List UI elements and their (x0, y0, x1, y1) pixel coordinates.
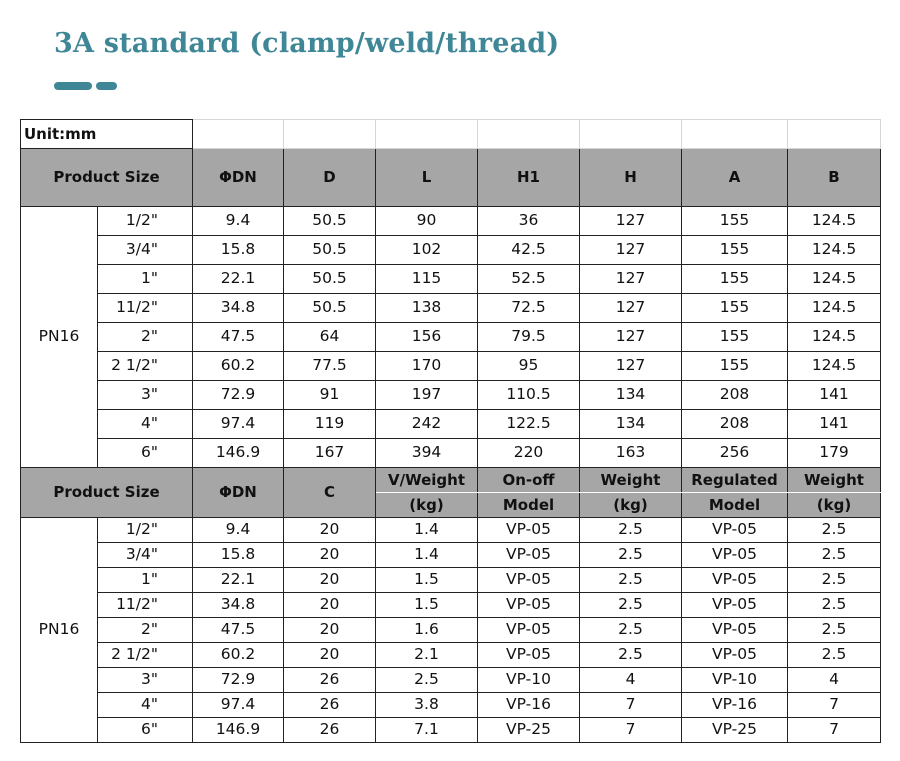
data-cell: 95 (478, 352, 580, 381)
data-cell: 4 (580, 668, 682, 693)
data-cell: VP-05 (478, 518, 580, 543)
data-cell: 4 (788, 668, 881, 693)
table-row (21, 294, 881, 323)
column-header-v-weight-unit: (kg) (376, 493, 478, 518)
data-cell: 2.5 (788, 568, 881, 593)
data-cell: 179 (788, 439, 881, 468)
data-cell: 50.5 (284, 236, 376, 265)
data-cell: VP-05 (478, 568, 580, 593)
data-cell: 208 (682, 381, 788, 410)
table-row (21, 439, 881, 468)
column-header-regulated: Regulated (682, 468, 788, 493)
weights-header-row (21, 468, 881, 493)
table-row (21, 381, 881, 410)
data-cell: 155 (682, 294, 788, 323)
data-cell: VP-10 (478, 668, 580, 693)
size-cell: 1/2" (98, 518, 193, 543)
column-header-d: D (284, 149, 376, 207)
data-cell: 146.9 (193, 718, 284, 743)
column-header-on-off: On-off (478, 468, 580, 493)
data-cell: 26 (284, 718, 376, 743)
column-header-a: A (682, 149, 788, 207)
data-cell: 60.2 (193, 352, 284, 381)
column-header-dn: ΦDN (193, 149, 284, 207)
data-cell: 127 (580, 207, 682, 236)
column-header-weight: Weight (580, 468, 682, 493)
pressure-group-label: PN16 (21, 207, 98, 468)
data-cell: 124.5 (788, 265, 881, 294)
data-cell: 34.8 (193, 593, 284, 618)
data-cell: 77.5 (284, 352, 376, 381)
table-row (21, 668, 881, 693)
data-cell: VP-16 (682, 693, 788, 718)
table-row (21, 618, 881, 643)
data-cell: 2.1 (376, 643, 478, 668)
column-header-v-weight: V/Weight (376, 468, 478, 493)
data-cell: 26 (284, 693, 376, 718)
data-cell: 2.5 (580, 643, 682, 668)
data-cell: 72.9 (193, 381, 284, 410)
data-cell: 7 (788, 718, 881, 743)
data-cell: 1.6 (376, 618, 478, 643)
column-header-regulated-unit: Model (682, 493, 788, 518)
unit-row (21, 120, 881, 149)
data-cell: 20 (284, 568, 376, 593)
table-row (21, 323, 881, 352)
data-cell: 50.5 (284, 294, 376, 323)
data-cell: 7 (580, 718, 682, 743)
data-cell: 20 (284, 593, 376, 618)
data-cell: 110.5 (478, 381, 580, 410)
table-row (21, 352, 881, 381)
size-cell: 2 1/2" (98, 352, 193, 381)
data-cell: 42.5 (478, 236, 580, 265)
pressure-group-label: PN16 (21, 518, 98, 743)
data-cell: 127 (580, 323, 682, 352)
product-size-header: Product Size (21, 149, 193, 207)
size-cell: 2" (98, 618, 193, 643)
data-cell: 22.1 (193, 568, 284, 593)
size-cell: 3/4" (98, 543, 193, 568)
data-cell: 20 (284, 518, 376, 543)
column-header-weight: Weight (788, 468, 881, 493)
data-cell: VP-05 (682, 543, 788, 568)
data-cell: 208 (682, 410, 788, 439)
table-row (21, 718, 881, 743)
data-cell: 20 (284, 618, 376, 643)
size-cell: 2" (98, 323, 193, 352)
size-cell: 3" (98, 668, 193, 693)
data-cell: 146.9 (193, 439, 284, 468)
table-row (21, 207, 881, 236)
size-cell: 6" (98, 439, 193, 468)
data-cell: 2.5 (580, 618, 682, 643)
data-cell: 394 (376, 439, 478, 468)
data-cell: 1.5 (376, 593, 478, 618)
data-cell: 138 (376, 294, 478, 323)
size-cell: 6" (98, 718, 193, 743)
data-cell: 155 (682, 265, 788, 294)
data-cell: 163 (580, 439, 682, 468)
data-cell: 60.2 (193, 643, 284, 668)
table-row (21, 593, 881, 618)
data-cell: 155 (682, 207, 788, 236)
table-row (21, 568, 881, 593)
dimensions-header-row (21, 149, 881, 207)
data-cell: 47.5 (193, 323, 284, 352)
data-cell: 97.4 (193, 410, 284, 439)
data-cell: 97.4 (193, 693, 284, 718)
data-cell: 2.5 (788, 618, 881, 643)
column-header-weight-unit: (kg) (580, 493, 682, 518)
data-cell: 2.5 (788, 518, 881, 543)
size-cell: 1" (98, 265, 193, 294)
data-cell: 3.8 (376, 693, 478, 718)
data-cell: 155 (682, 323, 788, 352)
data-cell: 2.5 (580, 518, 682, 543)
table-row (21, 236, 881, 265)
data-cell: 90 (376, 207, 478, 236)
data-cell: 36 (478, 207, 580, 236)
data-cell: 127 (580, 352, 682, 381)
size-cell: 3" (98, 381, 193, 410)
data-cell: 72.9 (193, 668, 284, 693)
data-cell: 242 (376, 410, 478, 439)
data-cell: 2.5 (788, 643, 881, 668)
page-title: 3A standard (clamp/weld/thread) (54, 28, 560, 59)
data-cell: 256 (682, 439, 788, 468)
table-row (21, 410, 881, 439)
data-cell: 79.5 (478, 323, 580, 352)
data-cell: 7 (788, 693, 881, 718)
data-cell: 34.8 (193, 294, 284, 323)
data-cell: 1.4 (376, 543, 478, 568)
size-cell: 1/2" (98, 207, 193, 236)
data-cell: 64 (284, 323, 376, 352)
size-cell: 4" (98, 410, 193, 439)
product-size-header: Product Size (21, 468, 193, 518)
data-cell: 47.5 (193, 618, 284, 643)
data-cell: VP-05 (682, 593, 788, 618)
column-header-h1: H1 (478, 149, 580, 207)
size-cell: 2 1/2" (98, 643, 193, 668)
spec-table (20, 119, 881, 743)
data-cell: 7 (580, 693, 682, 718)
data-cell: 119 (284, 410, 376, 439)
table-row (21, 543, 881, 568)
data-cell: 7.1 (376, 718, 478, 743)
data-cell: 115 (376, 265, 478, 294)
data-cell: 50.5 (284, 265, 376, 294)
title-underline-long (54, 82, 92, 90)
column-header-c: C (284, 468, 376, 518)
data-cell: 124.5 (788, 236, 881, 265)
data-cell: VP-25 (682, 718, 788, 743)
data-cell: 50.5 (284, 207, 376, 236)
data-cell: 91 (284, 381, 376, 410)
column-header-on-off-unit: Model (478, 493, 580, 518)
data-cell: 170 (376, 352, 478, 381)
unit-label: Unit:mm (21, 120, 193, 149)
data-cell: 1.4 (376, 518, 478, 543)
data-cell: 2.5 (580, 593, 682, 618)
size-cell: 3/4" (98, 236, 193, 265)
data-cell: VP-05 (478, 593, 580, 618)
data-cell: 141 (788, 410, 881, 439)
data-cell: 15.8 (193, 543, 284, 568)
data-cell: 127 (580, 265, 682, 294)
data-cell: 2.5 (788, 543, 881, 568)
table-row (21, 518, 881, 543)
data-cell: 134 (580, 410, 682, 439)
data-cell: 20 (284, 543, 376, 568)
data-cell: 2.5 (580, 543, 682, 568)
data-cell: 197 (376, 381, 478, 410)
data-cell: 220 (478, 439, 580, 468)
data-cell: 167 (284, 439, 376, 468)
data-cell: 72.5 (478, 294, 580, 323)
data-cell: 26 (284, 668, 376, 693)
column-header-dn: ΦDN (193, 468, 284, 518)
data-cell: VP-05 (478, 643, 580, 668)
data-cell: 156 (376, 323, 478, 352)
data-cell: 9.4 (193, 207, 284, 236)
data-cell: 124.5 (788, 352, 881, 381)
data-cell: VP-05 (682, 643, 788, 668)
data-cell: VP-05 (682, 618, 788, 643)
data-cell: 9.4 (193, 518, 284, 543)
data-cell: 2.5 (788, 593, 881, 618)
data-cell: VP-16 (478, 693, 580, 718)
data-cell: VP-25 (478, 718, 580, 743)
title-underline-short (96, 82, 117, 90)
table-row (21, 265, 881, 294)
data-cell: 52.5 (478, 265, 580, 294)
data-cell: 22.1 (193, 265, 284, 294)
data-cell: 124.5 (788, 323, 881, 352)
data-cell: 2.5 (580, 568, 682, 593)
data-cell: 1.5 (376, 568, 478, 593)
data-cell: 155 (682, 352, 788, 381)
data-cell: VP-05 (682, 568, 788, 593)
data-cell: 15.8 (193, 236, 284, 265)
data-cell: 2.5 (376, 668, 478, 693)
column-header-weight-unit: (kg) (788, 493, 881, 518)
size-cell: 4" (98, 693, 193, 718)
table-row (21, 693, 881, 718)
data-cell: 102 (376, 236, 478, 265)
data-cell: 122.5 (478, 410, 580, 439)
table-row (21, 643, 881, 668)
data-cell: VP-05 (478, 618, 580, 643)
data-cell: 155 (682, 236, 788, 265)
size-cell: 1" (98, 568, 193, 593)
data-cell: 134 (580, 381, 682, 410)
data-cell: 141 (788, 381, 881, 410)
column-header-h: H (580, 149, 682, 207)
data-cell: 127 (580, 236, 682, 265)
size-cell: 11/2" (98, 593, 193, 618)
data-cell: VP-05 (682, 518, 788, 543)
data-cell: 20 (284, 643, 376, 668)
size-cell: 11/2" (98, 294, 193, 323)
data-cell: VP-05 (478, 543, 580, 568)
data-cell: 124.5 (788, 207, 881, 236)
column-header-b: B (788, 149, 881, 207)
data-cell: 127 (580, 294, 682, 323)
data-cell: VP-10 (682, 668, 788, 693)
column-header-l: L (376, 149, 478, 207)
data-cell: 124.5 (788, 294, 881, 323)
